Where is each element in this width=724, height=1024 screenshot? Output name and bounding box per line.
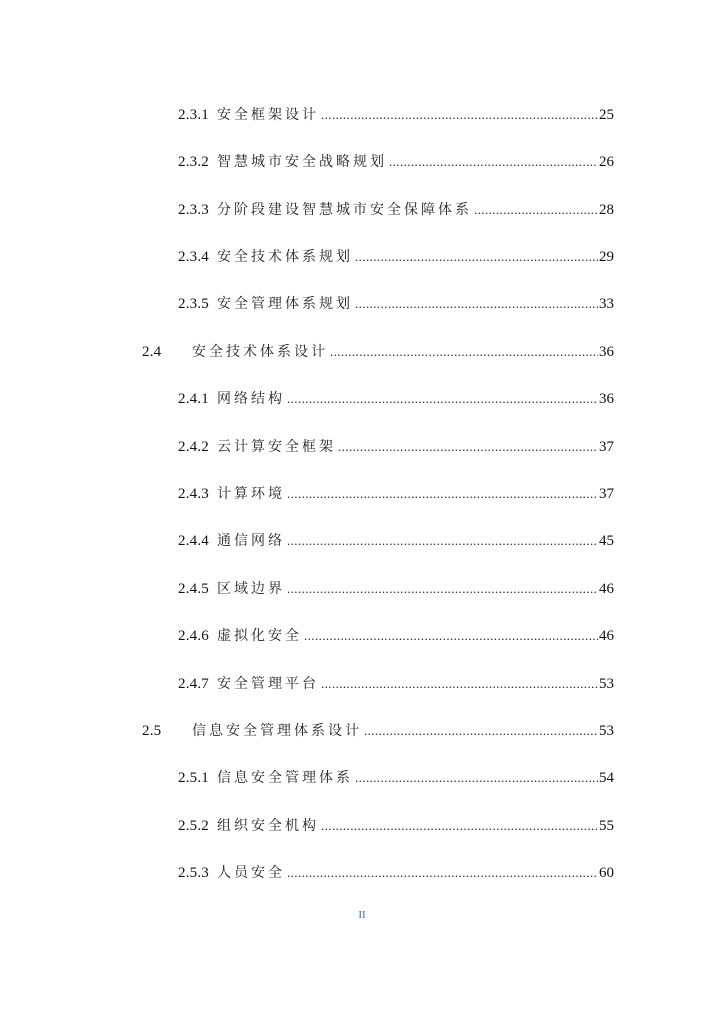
toc-entry[interactable]: [178, 151, 614, 175]
toc-entry-page: 29: [599, 249, 614, 265]
toc-entry-title: 安全技术体系设计: [192, 344, 328, 360]
toc-entry-page: 60: [599, 865, 614, 881]
toc-entry-number: 2.4.6: [178, 628, 209, 644]
toc-entry-title: 网络结构: [217, 391, 285, 407]
toc-entry-page: 37: [599, 486, 614, 502]
toc-entry-title: 安全框架设计: [217, 107, 319, 123]
toc-dot-leader: [364, 723, 598, 739]
toc-entry[interactable]: [178, 767, 614, 791]
toc-entry-page: 53: [599, 723, 614, 739]
toc-dot-leader: [287, 865, 598, 881]
toc-entry-title: 智慧城市安全战略规划: [217, 154, 387, 170]
toc-entry-title: 计算环境: [217, 486, 285, 502]
toc-entry-number: 2.4.4: [178, 533, 209, 549]
toc-entry-page: 36: [599, 344, 614, 360]
toc-entry[interactable]: [178, 862, 614, 886]
toc-entry-title: 虚拟化安全: [217, 628, 302, 644]
toc-dot-leader: [287, 391, 598, 407]
toc-entry[interactable]: [178, 578, 614, 602]
toc-entry-title: 云计算安全框架: [217, 439, 336, 455]
toc-entry-page: 55: [599, 818, 614, 834]
toc-dot-leader: [287, 486, 598, 502]
toc-entry-number: 2.3.2: [178, 154, 209, 170]
toc-dot-leader: [474, 202, 598, 218]
toc-entry-page: 25: [599, 107, 614, 123]
toc-entry[interactable]: [178, 530, 614, 554]
toc-entry-page: 33: [599, 296, 614, 312]
toc-dot-leader: [321, 107, 598, 123]
toc-entry-page: 45: [599, 533, 614, 549]
toc-dot-leader: [338, 439, 598, 455]
toc-dot-leader: [321, 818, 598, 834]
toc-entry-title: 信息安全管理体系设计: [192, 723, 362, 739]
toc-entry[interactable]: [178, 483, 614, 507]
toc-entry-number: 2.4.1: [178, 391, 209, 407]
toc-entry[interactable]: [178, 293, 614, 317]
toc-entry[interactable]: [178, 625, 614, 649]
toc-entry[interactable]: [178, 199, 614, 223]
toc-entry-title: 安全管理体系规划: [217, 296, 353, 312]
toc-entry-number: 2.5.2: [178, 818, 209, 834]
toc-dot-leader: [321, 676, 598, 692]
toc-entry-number: 2.4.2: [178, 439, 209, 455]
toc-entry-title: 信息安全管理体系: [217, 770, 353, 786]
toc-dot-leader: [355, 770, 598, 786]
footer-page-number: II: [358, 909, 366, 921]
toc-entry-title: 通信网络: [217, 533, 285, 549]
toc-entry-page: 46: [599, 581, 614, 597]
toc-dot-leader: [355, 296, 598, 312]
toc-entry[interactable]: [178, 436, 614, 460]
toc-entry-page: 53: [599, 676, 614, 692]
toc-entry-page: 28: [599, 202, 614, 218]
toc-entry-number: 2.4: [142, 344, 162, 360]
toc-section-entry[interactable]: [142, 720, 614, 744]
toc-entry-title: 安全管理平台: [217, 676, 319, 692]
toc-entry-page: 26: [599, 154, 614, 170]
toc-entry-title: 组织安全机构: [217, 818, 319, 834]
toc-entry-number: 2.3.5: [178, 296, 209, 312]
toc-entry-title: 区域边界: [217, 581, 285, 597]
toc-entry-number: 2.4.3: [178, 486, 209, 502]
toc-entry-page: 46: [599, 628, 614, 644]
toc-entry[interactable]: [178, 815, 614, 839]
toc-dot-leader: [287, 581, 598, 597]
toc-entry-page: 36: [599, 391, 614, 407]
toc-entry-number: 2.3.1: [178, 107, 209, 123]
toc-entry-page: 54: [599, 770, 614, 786]
toc-entry-number: 2.4.5: [178, 581, 209, 597]
toc-section-entry[interactable]: [142, 341, 614, 365]
toc-dot-leader: [304, 628, 598, 644]
toc-entry[interactable]: [178, 104, 614, 128]
toc-entry[interactable]: [178, 388, 614, 412]
toc-entry-number: 2.5: [142, 723, 162, 739]
toc-dot-leader: [389, 154, 598, 170]
toc-entry-title: 安全技术体系规划: [217, 249, 353, 265]
toc-entry-title: 人员安全: [217, 865, 285, 881]
toc-entry-number: 2.5.3: [178, 865, 209, 881]
toc-entry-number: 2.4.7: [178, 676, 209, 692]
toc-dot-leader: [330, 344, 598, 360]
toc-entry-number: 2.5.1: [178, 770, 209, 786]
toc-dot-leader: [287, 533, 598, 549]
toc-entry-title: 分阶段建设智慧城市安全保障体系: [217, 202, 472, 218]
toc-entry-number: 2.3.4: [178, 249, 209, 265]
toc-entry[interactable]: [178, 673, 614, 697]
toc-entry-number: 2.3.3: [178, 202, 209, 218]
toc-entry[interactable]: [178, 246, 614, 270]
toc-entry-page: 37: [599, 439, 614, 455]
toc-dot-leader: [355, 249, 598, 265]
